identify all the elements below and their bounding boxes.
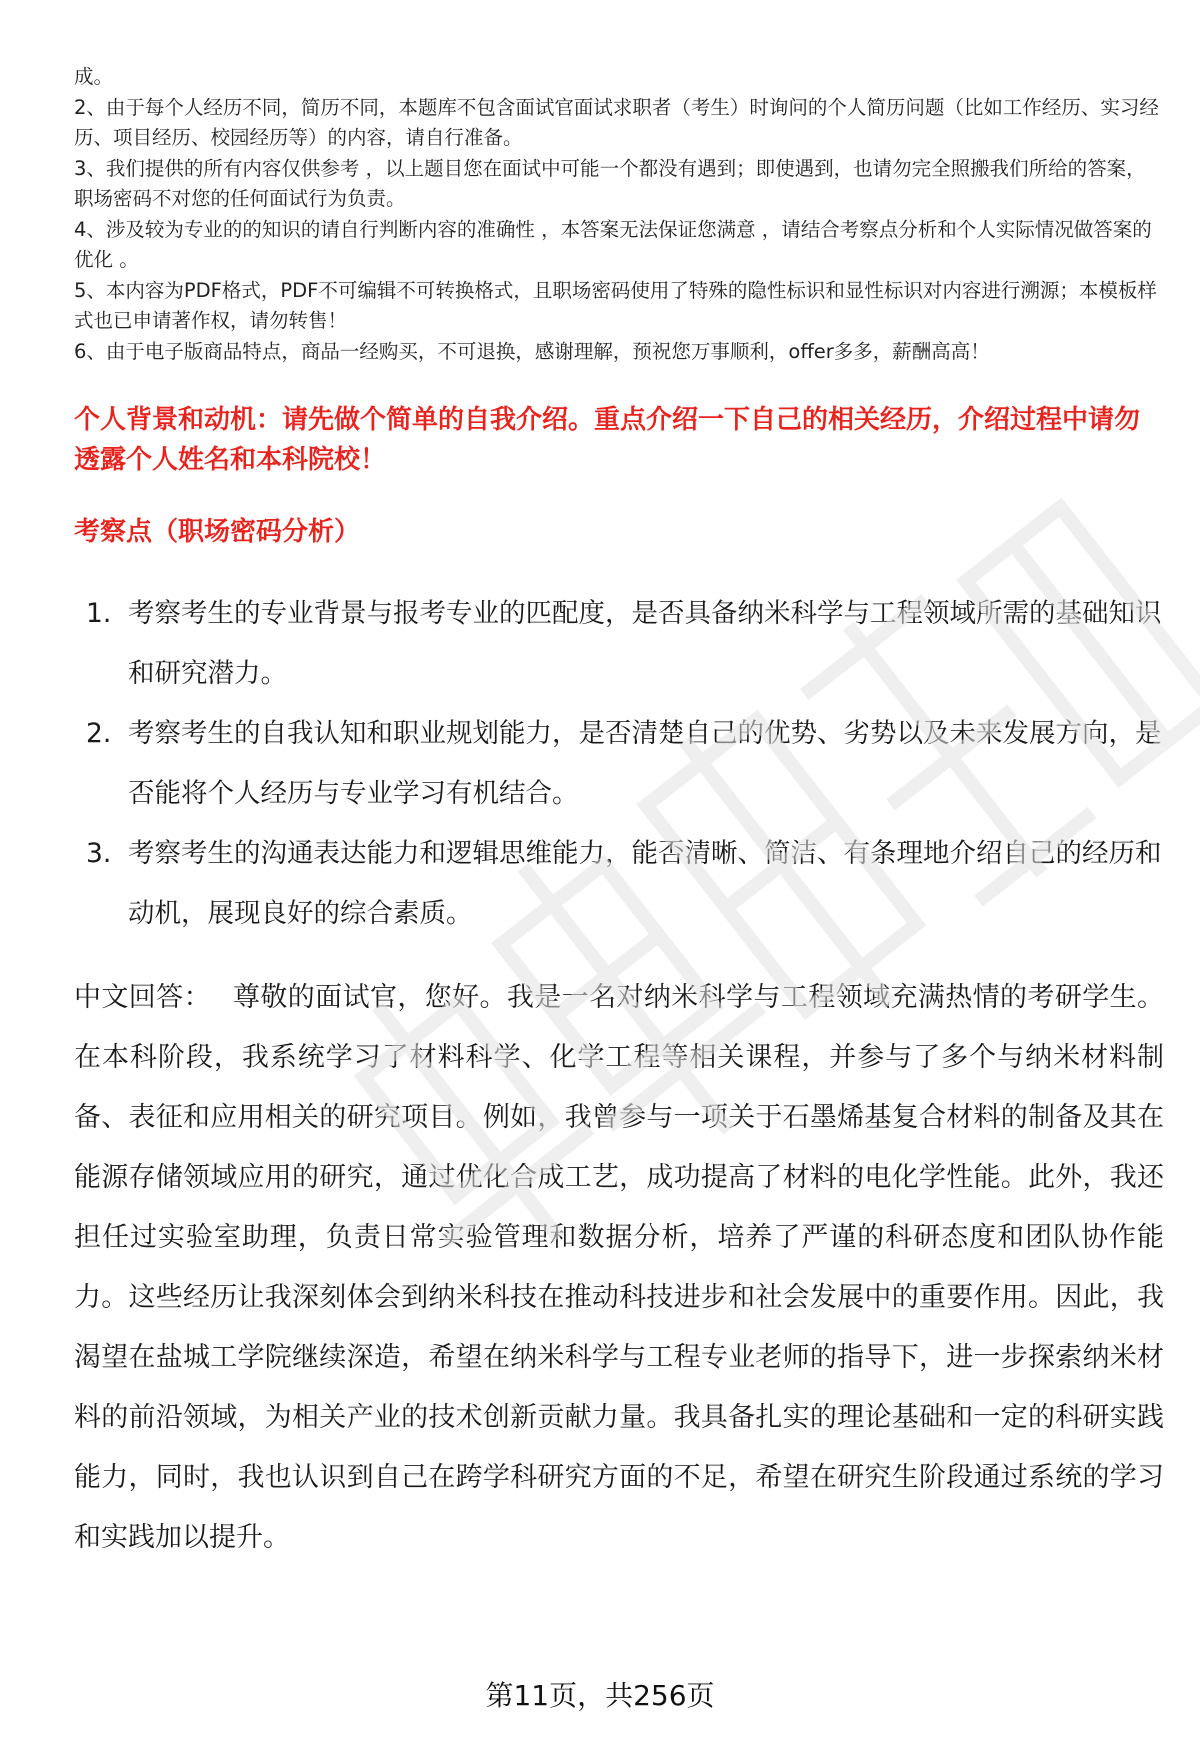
list-item — [74, 584, 1164, 704]
answer-label: 中文回答： — [74, 982, 211, 1013]
list-item-text: 考察考生的沟通表达能力和逻辑思维能力，能否清晰、简洁、有条理地介绍自己的经历和动机，展现良好的综合素质。 — [128, 838, 1162, 929]
list-item-number: 3. — [86, 838, 112, 869]
note-line: 5、本内容为PDF格式，PDF不可编辑不可转换格式，且职场密码使用了特殊的隐性标识和显性标识对内容进行溯源；本模板样式也已申请著作权，请勿转售！ — [74, 278, 1157, 332]
page-number: 第11页，共256页 — [485, 1679, 715, 1712]
notes-block — [74, 62, 1164, 367]
question-heading: 个人背景和动机：请先做个简单的自我介绍。重点介绍一下自己的相关经历，介绍过程中请勿透露个人姓名和本科院校！ — [74, 405, 1141, 475]
list-item-text: 考察考生的自我认知和职业规划能力，是否清楚自己的优势、劣势以及未来发展方向，是否能将个人经历与专业学习有机结合。 — [128, 718, 1162, 809]
answer-paragraph — [74, 968, 1164, 1568]
note-line: 4、涉及较为专业的的知识的请自行判断内容的准确性 ，本答案无法保证您满意 ，请结合考察点分析和个人实际情况做答案的优化 。 — [74, 217, 1152, 271]
note-line: 成。 — [74, 65, 114, 88]
analysis-points-list — [74, 584, 1164, 944]
note-line: 2、由于每个人经历不同，简历不同，本题库不包含面试官面试求职者（考生）时询问的个人简历问题（比如工作经历、实习经历、项目经历、校园经历等）的内容，请自行准备。 — [74, 95, 1159, 149]
list-item-number: 2. — [86, 718, 112, 749]
list-item-number: 1. — [86, 598, 112, 629]
analysis-title: 考察点（职场密码分析） — [74, 517, 361, 547]
list-item — [74, 704, 1164, 824]
list-item — [74, 824, 1164, 944]
answer-text: 尊敬的面试官，您好。我是一名对纳米科学与工程领域充满热情的考研学生。在本科阶段，我系统学习了材料科学、化学工程等相关课程，并参与了多个与纳米材料制备、表征和应用相关的研究项目。例如，我曾参与一项关于石墨烯基复合材料的制备及其在能源存储领域应用的研究，通过优化合成工艺，成功提高了材料的电化学性能。此外，我还担任过实验室助理，负责日常实验管理和数据分析，培养了严谨的科研态度和团队协作能力。这些经历让我深刻体会到纳米科技在推动科技进步和社会发展中的重要作用。因此，我渴望在盐城工学院继续深造，希望在纳米科学与工程专业老师的指导下，进一步探索纳米材料的前沿领域，为相关产业的技术创新贡献力量。我具备扎实的理论基础和一定的科研实践能力，同时，我也认识到自己在跨学科研究方面的不足，希望在研究生阶段通过系统的学习和实践加以提升。 — [74, 982, 1165, 1553]
note-line: 3、我们提供的所有内容仅供参考 ，以上题目您在面试中可能一个都没有遇到；即使遇到，也请勿完全照搬我们所给的答案，职场密码不对您的任何面试行为负责。 — [74, 156, 1146, 210]
note-line: 6、由于电子版商品特点，商品一经购买，不可退换，感谢理解，预祝您万事顺利，offer多多，薪酬高高！ — [74, 339, 990, 363]
list-item-text: 考察考生的专业背景与报考专业的匹配度，是否具备纳米科学与工程领域所需的基础知识和研究潜力。 — [128, 598, 1162, 689]
